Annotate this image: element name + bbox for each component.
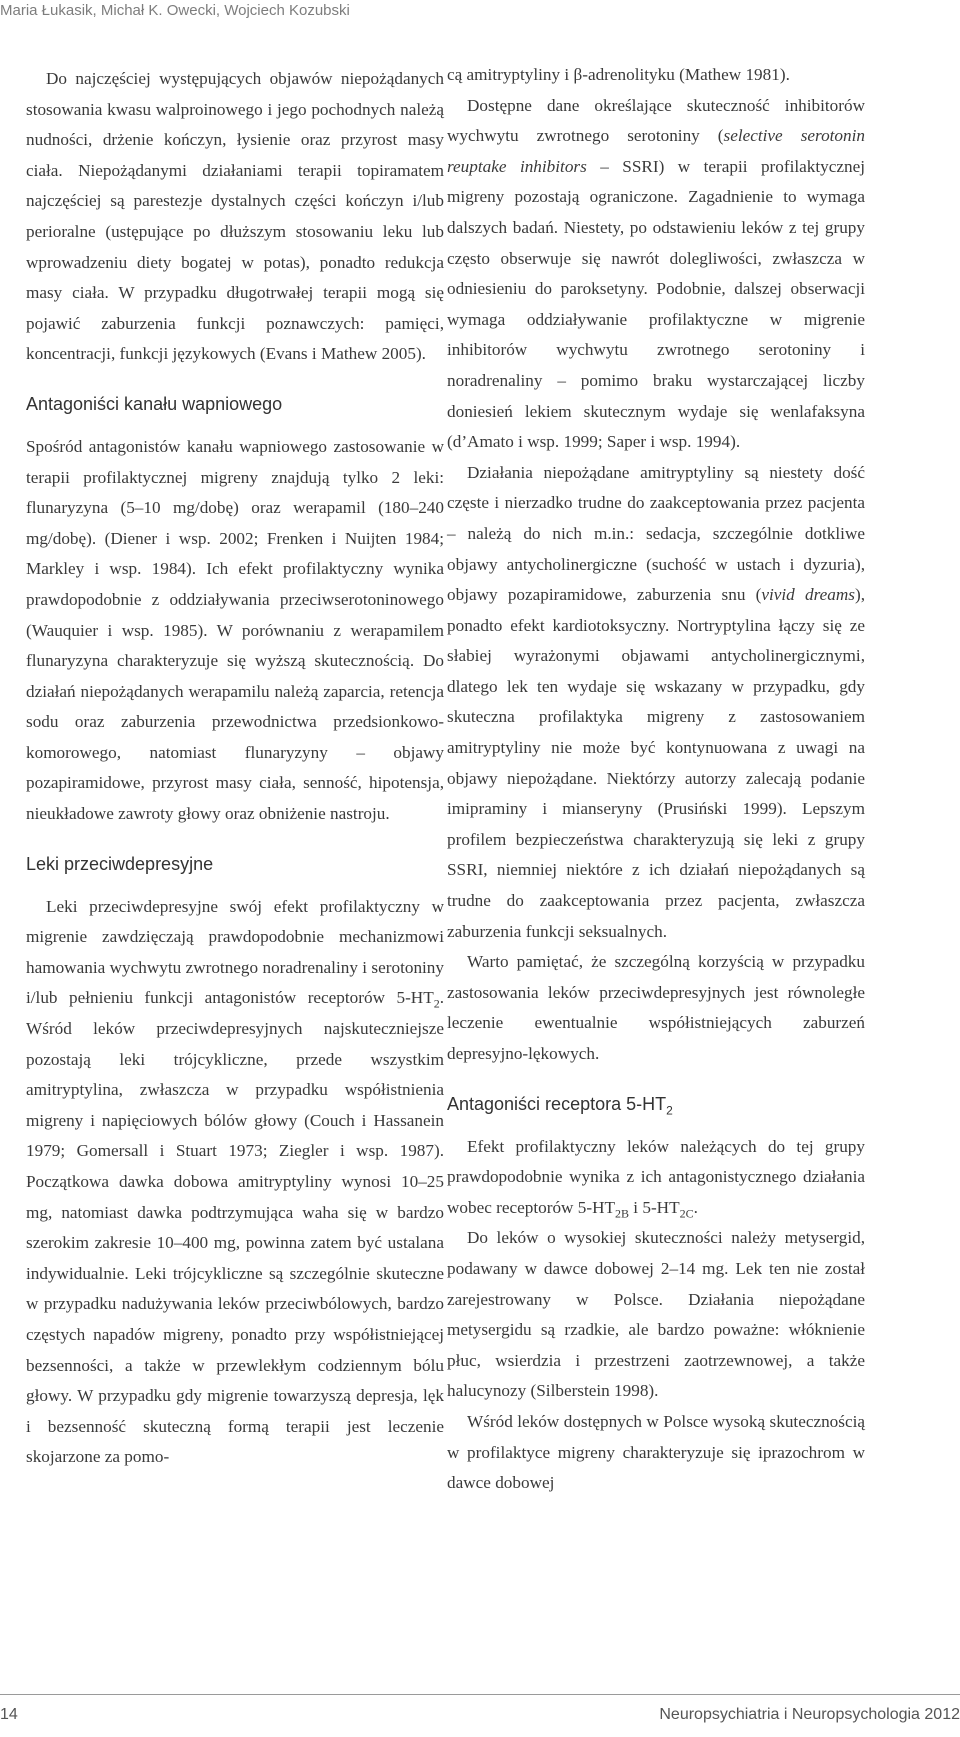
paragraph: Wśród leków dostępnych w Polsce wysoką skutecznością w profilaktyce migreny charakteryzuje się iprazochrom w dawce dobowej [447,1411,865,1493]
paragraph: Efekt profilaktyczny leków należących do tej grupy prawdopodobnie wynika z ich antagonistycznego działania wobec receptorów $5-HT_{2B}$ i $5-HT_{2C}$. [447,1136,865,1221]
paragraph: Dostępne dane określające skuteczność inhibitorów wychwytu zwrotnego serotoniny (selective serotonin reuptake inhibitors – SSRI) w terapii profilaktycznej migreny pozostają ograniczone. Zagadnienie to wymaga dalszych badań. Niestety, po odstawieniu leków z tej grupy często obserwuje się nawrót dolegliwości, zwłaszcza w odniesieniu do paroksetyny. Podobnie, dalszej obserwacji wymaga oddziaływanie profilaktyczne w migrenie inhibitorów wychwytu zwrotnego serotoniny i noradrenaliny – pomimo braku wystarczającej liczby doniesień lekiem skutecznym wydaje się wenlafaksyna (d’Amato i wsp. 1999; Saper i wsp. 1994). [447,95,865,452]
section-heading-calcium-antagonists: Antagoniści kanału wapniowego [26,393,283,414]
footer-divider [0,1694,960,1695]
section-heading-antidepressants: Leki przeciwdepresyjne [26,853,214,874]
journal-name: Neuropsychiatria i Neuropsychologia 2012 [659,1706,960,1723]
paragraph: cą amitryptyliny i β-adrenolityku (Mathew 1981). [447,65,790,84]
paragraph: Działania niepożądane amitryptyliny są niestety dość częste i nierzadko trudne do zaakceptowania przez pacjenta – należą do nich m.in.: sedacja, szczególnie dotkliwe objawy antycholinergiczne (suchość w ustach i dyzuria), objawy pozapiramidowe, zaburzenia snu (vivid dreams), ponadto efekt kardiotoksyczny. Nortryptylina łączy się ze słabiej wyrażonymi objawami antycholinergicznymi, dlatego lek ten wydaje się wskazany w przypadku, gdy skuteczna profilaktyka migreny z zastosowaniem amitryptyliny nie może być kontynuowana z uwagi na objawy niepożądane. Niektórzy autorzy zalecają podanie imipraminy i mianseryny (Prusiński 1999). Lepszym profilem bezpieczeństwa charakteryzują się leki z grupy SSRI, niemniej niektóre z ich działań niepożądanych są trudne do zaakceptowania przez pacjenta, zwłaszcza zaburzenia funkcji seksualnych. [447,462,865,941]
paragraph: Warto pamiętać, że szczególną korzyścią w przypadku zastosowania leków przeciwdepresyjnych jest równoległe leczenie ewentualnie współistniejących zaburzeń depresyjno-lękowych. [447,952,865,1063]
paragraph: Leki przeciwdepresyjne swój efekt profilaktyczny w migrenie zawdzięczają prawdopodobnie mechanizmowi hamowania wychwytu zwrotnego noradrenaliny i serotoniny i/lub pełnieniu funkcji antagonistów receptorów $5-HT_2$. Wśród leków przeciwdepresyjnych najskuteczniejsze pozostają leki trójcykliczne, przede wszystkim amitryptylina, zwłaszcza w przypadku współistnienia migreny i napięciowych bólów głowy (Couch i Hassanein 1979; Gomersall i Stuart 1973; Ziegler i wsp. 1987). Początkowa dawka dobowa amitryptyliny wynosi 10–25 mg, natomiast dawka podtrzymująca waha się w bardzo szerokim zakresie 10–400 mg, powinna zatem być ustalana indywidualnie. Leki trójcykliczne są szczególnie skuteczne w przypadku nadużywania leków przeciwbólowych, bardzo częstych napadów migreny, ponadto przy współistniejącej bezsenności, a także w przewlekłym codziennym bólu głowy. W przypadku gdy migrenie towarzyszą depresja, lęk i bezsenność skuteczną formą terapii jest leczenie skojarzone za pomo- [26,896,444,1467]
section-heading-5ht2-antagonists: Antagoniści receptora $5-HT_2$ [447,1093,673,1118]
paragraph: Do najczęściej występujących objawów niepożądanych stosowania kwasu walproinowego i jego pochodnych należą nudności, drżenie kończyn, łysienie oraz przyrost masy ciała. Niepożądanymi działaniami terapii topiramatem najczęściej są parestezje dystalnych części kończyn i/lub perioralne (ustępujące po dłuższym stosowaniu leku lub wprowadzeniu diety bogatej w potas), ponadto redukcja masy ciała. W przypadku długotrwałej terapii mogą się pojawić zaburzenia funkcji poznawczych: pamięci, koncentracji, funkcji językowych (Evans i Mathew 2005). [26,69,444,364]
page-number: 14 [0,1706,18,1723]
running-head-authors: Maria Łukasik, Michał K. Owecki, Wojciech Kozubski [0,2,350,19]
paragraph: Spośród antagonistów kanału wapniowego zastosowanie w terapii profilaktycznej migreny znajdują tylko 2 leki: flunaryzyna (5–10 mg/dobę) oraz werapamil (180–240 mg/dobę). (Diener i wsp. 2002; Frenken i Nuijten 1984; Markley i wsp. 1984). Ich efekt profilaktyczny wynika prawdopodobnie z oddziaływania przeciwserotoninowego (Wauquier i wsp. 1985). W porównaniu z werapamilem flunaryzyna charakteryzuje się wyższą skutecznością. Do działań niepożądanych werapamilu należą zaparcia, retencja sodu oraz zaburzenia przewodnictwa przedsionkowo-komorowego, natomiast flunaryzyny – objawy pozapiramidowe, przyrost masy ciała, senność, hipotensja, nieukładowe zawroty głowy oraz obniżenie nastroju. [26,436,444,824]
paragraph: Do leków o wysokiej skuteczności należy metysergid, podawany w dawce dobowej 2–14 mg. Lek ten nie został zarejestrowany w Polsce. Działania niepożądane metysergidu są rzadkie, ale bardzo poważne: włóknienie płuc, wsierdzia i przestrzeni zaotrzewnowej, a także halucynozy (Silberstein 1998). [447,1228,865,1401]
left-column [26,64,444,1473]
right-column [447,60,865,1499]
